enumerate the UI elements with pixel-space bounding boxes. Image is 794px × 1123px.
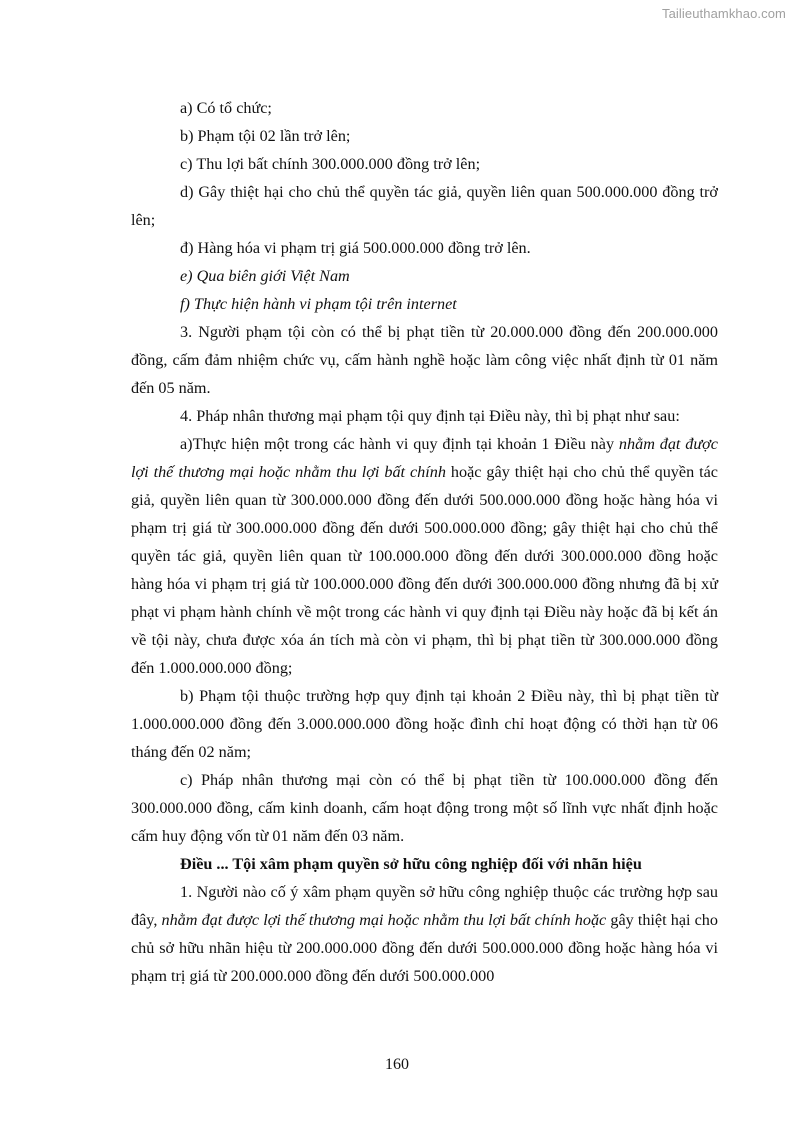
text-segment: 1. Người nào cố ý xâm phạm quyền sở hữu công nghiệp thuộc các trường hợp sau đây,	[131, 883, 718, 929]
section-4-clause-a-paragraph	[131, 430, 718, 682]
article-section-1-paragraph	[131, 878, 718, 990]
page-number: 160	[385, 1056, 409, 1073]
text-segment: 3. Người phạm tội còn có thể bị phạt tiền từ 20.000.000 đồng đến 200.000.000 đồng, cấm đảm nhiệm chức vụ, cấm hành nghề hoặc làm công việc nhất định từ 01 năm đến 05 năm.	[131, 323, 718, 397]
document-body	[131, 94, 718, 990]
text-segment: c) Pháp nhân thương mại còn có thể bị phạt tiền từ 100.000.000 đồng đến 300.000.000 đồng, cấm kinh doanh, cấm hoạt động trong một số lĩnh vực nhất định hoặc cấm huy động vốn từ 01 năm đến 03 năm.	[131, 771, 718, 845]
text-segment: b) Phạm tội thuộc trường hợp quy định tại khoản 2 Điều này, thì bị phạt tiền từ 1.000.000.000 đồng đến 3.000.000.000 đồng hoặc đình chỉ hoạt động có thời hạn từ 06 tháng đến 02 năm;	[131, 687, 718, 761]
text-segment: a) Có tổ chức;	[180, 99, 272, 117]
clause-dd-goods-paragraph	[131, 234, 718, 262]
clause-b-repeat-paragraph	[131, 122, 718, 150]
clause-a-organized-paragraph	[131, 94, 718, 122]
article-heading-paragraph	[131, 850, 718, 878]
text-segment: đ) Hàng hóa vi phạm trị giá 500.000.000 đồng trở lên.	[180, 239, 531, 257]
clause-d-damage-paragraph	[131, 178, 718, 234]
section-4-clause-b-paragraph	[131, 682, 718, 766]
section-3-penalty-paragraph	[131, 318, 718, 402]
clause-f-internet-paragraph	[131, 290, 718, 318]
text-segment: b) Phạm tội 02 lần trở lên;	[180, 127, 351, 145]
text-segment: Điều ... Tội xâm phạm quyền sở hữu công nghiệp đối với nhãn hiệu	[180, 855, 642, 873]
text-segment: 4. Pháp nhân thương mại phạm tội quy định tại Điều này, thì bị phạt như sau:	[180, 407, 680, 425]
text-segment: a)Thực hiện một trong các hành vi quy định tại khoản 1 Điều này	[180, 435, 619, 453]
clause-c-profit-paragraph	[131, 150, 718, 178]
text-segment: nhằm đạt được lợi thế thương mại hoặc nhằm thu lợi bất chính	[131, 435, 718, 481]
section-4-intro-paragraph	[131, 402, 718, 430]
text-segment: nhằm đạt được lợi thế thương mại hoặc nhằm thu lợi bất chính hoặc	[161, 911, 607, 929]
watermark: Tailieuthamkhao.com	[661, 6, 786, 21]
section-4-clause-c-paragraph	[131, 766, 718, 850]
text-segment: c) Thu lợi bất chính 300.000.000 đồng trở lên;	[180, 155, 481, 173]
text-segment: hoặc gây thiệt hại cho chủ thể quyền tác giả, quyền liên quan từ 300.000.000 đồng đến dưới 500.000.000 đồng hoặc hàng hóa vi phạm trị giá từ 300.000.000 đồng đến dưới 500.000.000 đồng; gây thiệt hại cho chủ thể quyền tác giả, quyền liên quan từ 100.000.000 đồng đến dưới 300.000.000 đồng hoặc hàng hóa vi phạm trị giá từ 100.000.000 đồng đến dưới 300.000.000 đồng nhưng đã bị xử phạt vi phạm hành chính về một trong các hành vi quy định tại Điều này hoặc đã bị kết án về tội này, chưa được xóa án tích mà còn vi phạm, thì bị phạt tiền từ 300.000.000 đồng đến 1.000.000.000 đồng;	[131, 463, 718, 677]
text-segment: d) Gây thiệt hại cho chủ thể quyền tác giả, quyền liên quan 500.000.000 đồng trở lên;	[131, 183, 718, 229]
text-segment: f) Thực hiện hành vi phạm tội trên internet	[180, 295, 457, 313]
clause-e-border-paragraph	[131, 262, 718, 290]
text-segment: gây thiệt hại cho chủ sở hữu nhãn hiệu từ 200.000.000 đồng đến dưới 500.000.000 đồng hoặc hàng hóa vi phạm trị giá từ 200.000.000 đồng đến dưới 500.000.000	[131, 911, 718, 985]
text-segment: e) Qua biên giới Việt Nam	[180, 267, 350, 285]
